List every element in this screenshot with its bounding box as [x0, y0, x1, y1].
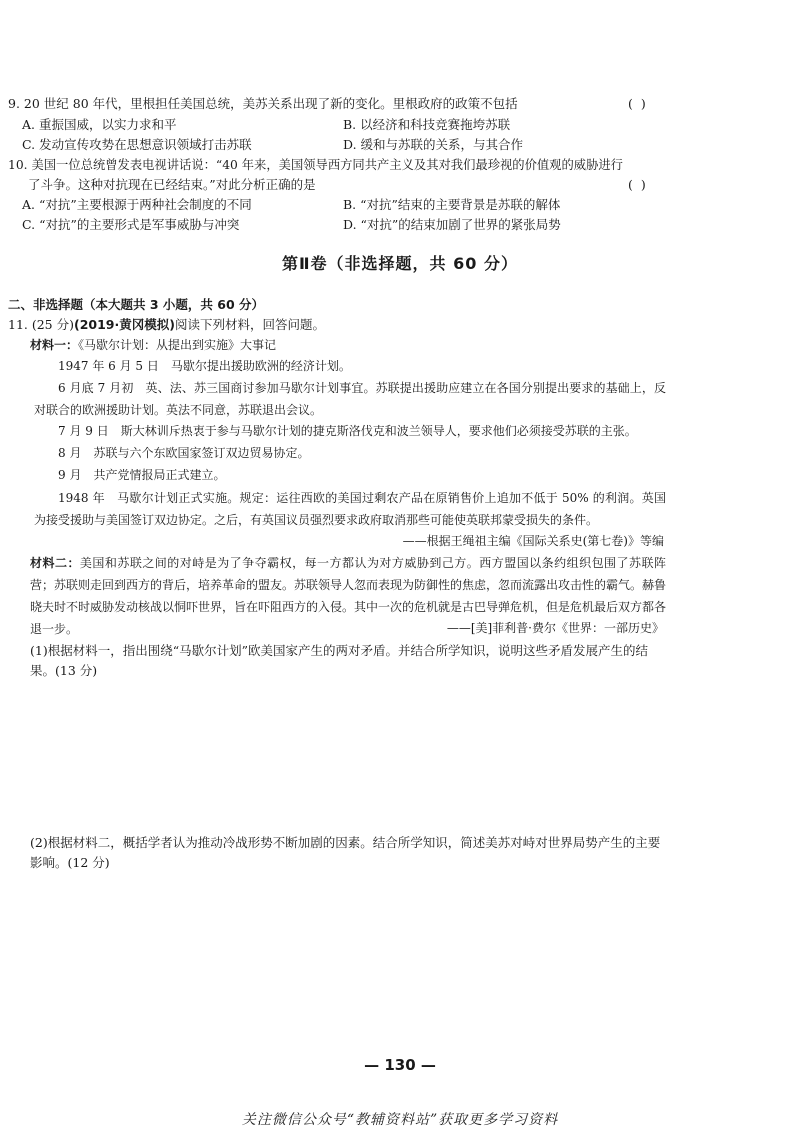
- sub-question-1: (1)根据材料一，指出围绕“马歇尔计划”欧美国家产生的两对矛盾。并结合所学知识，说明这些矛盾发展产生的结果。(13 分): [30, 643, 648, 678]
- q11-source-tag: (2019·黄冈模拟): [74, 317, 175, 332]
- material-2-source: ——[美]菲利普·费尔《世界：一部历史》: [446, 621, 664, 635]
- q10-option-b: B. “对抗”结束的主要背景是苏联的解体: [343, 197, 561, 212]
- q10-option-c: C. “对抗”的主要形式是军事威胁与冲突: [22, 217, 240, 232]
- footer-promo: 关注微信公众号“教辅资料站”获取更多学习资料: [241, 1112, 559, 1128]
- event-june-july: 6 月底 7 月初 英、法、苏三国商讨参加马歇尔计划事宜。苏联提出援助应建立在各国分别提出要求的基础上，反对联合的欧洲援助计划。英法不同意，苏联退出会议。: [34, 381, 666, 417]
- part-2-title: 第Ⅱ卷（非选择题，共 60 分）: [282, 254, 518, 273]
- material-2-text: 美国和苏联之间的对峙是为了争夺霸权，每一方都认为对方威胁到己方。西方盟国以条约组织包围了苏联阵营；苏联则走回到西方的背后，培养革命的盟友。苏联领导人忽而表现为防御性的焦虑，忽而流露出攻击性的霸气。赫鲁晓夫时不时威胁发动核战以恫吓世界，旨在吓阻西方的入侵。其中一次的危机就是古巴导弹危机，但是危机最后双方都各退一步。: [30, 556, 667, 636]
- q10-option-d: D. “对抗”的结束加剧了世界的紧张局势: [343, 217, 561, 232]
- page-number: — 130 —: [364, 1056, 436, 1074]
- q10-option-a: A. “对抗”主要根源于两种社会制度的不同: [22, 197, 252, 212]
- section-2-heading: 二、非选择题（本大题共 3 小题，共 60 分）: [8, 297, 265, 312]
- material-1-label: 材料一：: [30, 338, 79, 352]
- material-1-heading: [30, 335, 276, 355]
- q9-option-d: D. 缓和与苏联的关系，与其合作: [343, 137, 524, 152]
- event-1948: 1948 年 马歇尔计划正式实施。规定：运往西欧的美国过剩农产品在原销售价上追加不低于 50% 的利润。英国为接受援助与美国签订双边协定。之后，有英国议员强烈要求政府取消那些可能使英联邦蒙受损失的条件。: [34, 491, 666, 527]
- q9-answer-paren: ( ): [628, 96, 648, 111]
- material-1-source: ——根据王绳祖主编《国际关系史(第七卷)》等编: [402, 534, 664, 548]
- answer-space-1[interactable]: [30, 690, 666, 820]
- q9-option-c: C. 发动宣传攻势在思想意识领域打击苏联: [22, 137, 252, 152]
- q10-stem-line1: 10. 美国一位总统曾发表电视讲话说：“40 年来，美国领导西方同共产主义及其对我们最珍视的价值观的威胁进行: [8, 158, 623, 172]
- q10-answer-paren: ( ): [628, 177, 648, 192]
- q9-option-b: B. 以经济和科技竞赛拖垮苏联: [343, 117, 511, 132]
- event-september: 9 月 共产党情报局正式建立。: [58, 468, 226, 482]
- event-1947-06-05: 1947 年 6 月 5 日 马歇尔提出援助欧洲的经济计划。: [58, 359, 351, 373]
- answer-space-2[interactable]: [30, 880, 666, 1040]
- q11-instruction: 阅读下列材料，回答问题。: [174, 317, 325, 332]
- event-july-9: 7 月 9 日 斯大林训斥热衷于参与马歇尔计划的捷克斯洛伐克和波兰领导人，要求他们必须接受苏联的主张。: [58, 424, 637, 438]
- material-2-label: 材料二：: [30, 556, 80, 570]
- event-august: 8 月 苏联与六个东欧国家签订双边贸易协定。: [58, 446, 310, 460]
- q10-stem-line2: 了斗争。这种对抗现在已经结束。”对此分析正确的是: [28, 177, 316, 192]
- q11-header: [8, 315, 325, 335]
- q11-number: 11. (25 分): [8, 317, 74, 332]
- material-1-title: 《马歇尔计划：从提出到实施》大事记: [78, 338, 277, 352]
- q9-option-a: A. 重振国威，以实力求和平: [22, 117, 177, 132]
- sub-question-2: (2)根据材料二，概括学者认为推动冷战形势不断加剧的因素。结合所学知识，简述美苏对峙对世界局势产生的主要影响。(12 分): [30, 835, 661, 870]
- q9-stem: 9. 20 世纪 80 年代，里根担任美国总统，美苏关系出现了新的变化。里根政府的政策不包括: [8, 96, 518, 111]
